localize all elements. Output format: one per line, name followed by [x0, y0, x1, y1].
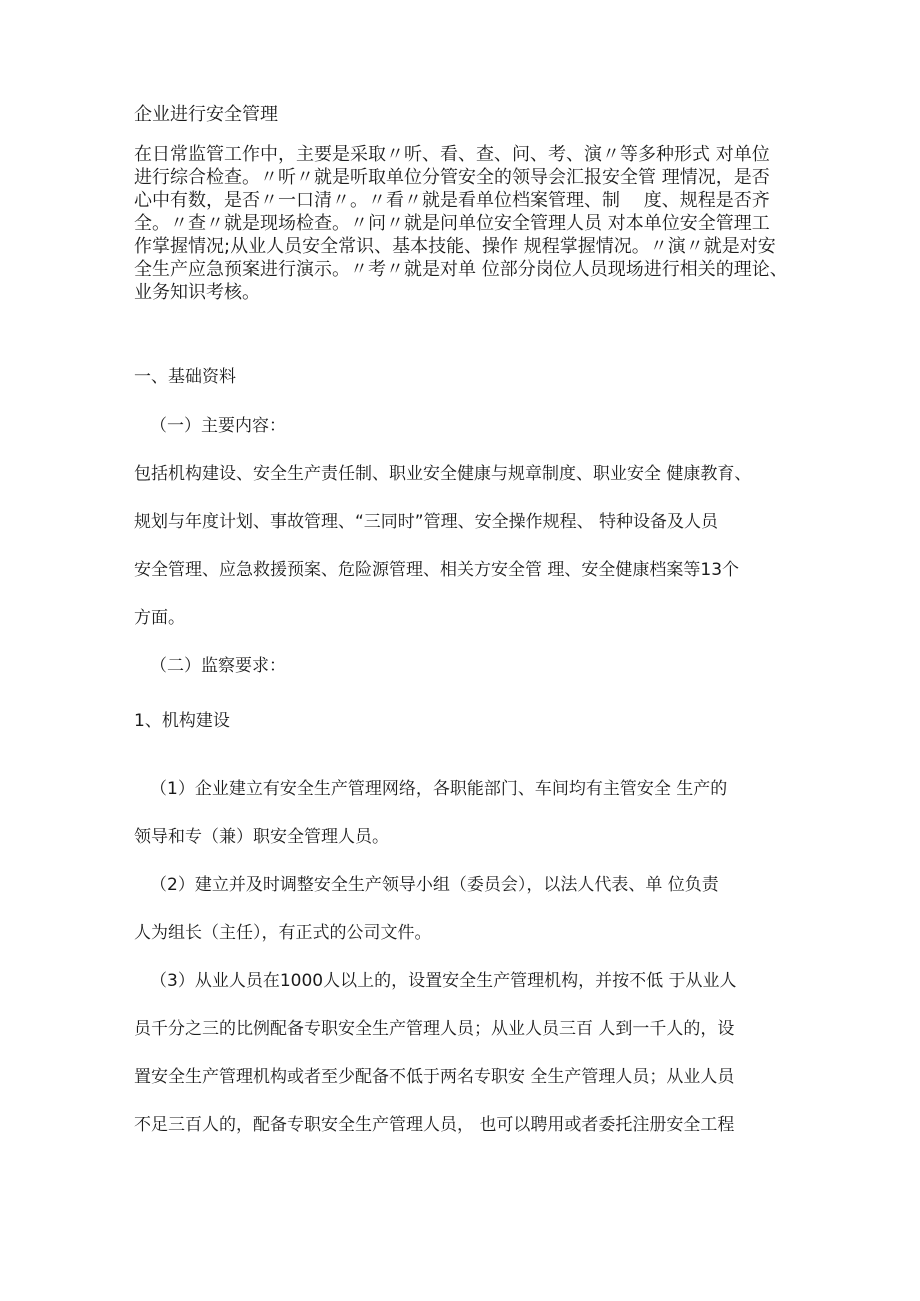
- content-line: 包括机构建设、安全生产责任制、职业安全健康与规章制度、职业安全 健康教育、: [134, 464, 752, 484]
- subsection-heading: （一）主要内容：: [150, 416, 286, 436]
- document-title: 企业进行安全管理: [134, 104, 278, 125]
- intro-line: 心中有数，是否〃一口清〃。〃看〃就是看单位档案管理、制 度、规程是否齐: [134, 190, 770, 211]
- intro-line: 全。〃查〃就是现场检查。〃问〃就是问单位安全管理人员 对本单位安全管理工: [134, 213, 770, 234]
- content-line: 规划与年度计划、事故管理、“三同时”管理、安全操作规程、 特种设备及人员: [134, 512, 719, 532]
- item-text-line: 领导和专（兼）职安全管理人员。: [134, 827, 389, 847]
- item-text-line: 员千分之三的比例配备专职安全生产管理人员；从业人员三百 人到一千人的，设: [134, 1019, 735, 1039]
- content-line: 安全管理、应急救援预案、危险源管理、相关方安全管 理、安全健康档案等13个: [134, 560, 740, 580]
- item-text-line: （1）企业建立有安全生产管理网络，各职能部门、车间均有主管安全 生产的: [150, 779, 728, 799]
- intro-line: 业务知识考核。: [134, 282, 260, 303]
- intro-line: 全生产应急预案进行演示。〃考〃就是对单 位部分岗位人员现场进行相关的理论、: [134, 259, 788, 280]
- item-text-line: 人为组长（主任），有正式的公司文件。: [134, 923, 432, 943]
- item-text-line: （2）建立并及时调整安全生产领导小组（委员会），以法人代表、单 位负责: [150, 875, 719, 895]
- subsection-heading: （二）监察要求：: [150, 656, 286, 676]
- item-text-line: 置安全生产管理机构或者至少配备不低于两名专职安 全生产管理人员；从业人员: [134, 1067, 735, 1087]
- item-text-line: 不足三百人的，配备专职安全生产管理人员， 也可以聘用或者委托注册安全工程: [134, 1115, 735, 1135]
- intro-line: 作掌握情况;从业人员安全常识、基本技能、操作 规程掌握情况。〃演〃就是对安: [134, 236, 776, 257]
- item-text-line: （3）从业人员在1000人以上的，设置安全生产管理机构，并按不低 于从业人: [150, 971, 737, 991]
- intro-line: 在日常监管工作中，主要是采取〃听、看、查、问、考、演〃等多种形式 对单位: [134, 144, 770, 165]
- item-heading: 1、机构建设: [134, 711, 230, 731]
- intro-line: 进行综合检查。〃听〃就是听取单位分管安全的领导会汇报安全管 理情况，是否: [134, 167, 770, 188]
- section-heading: 一、基础资料: [134, 367, 236, 387]
- content-line: 方面。: [134, 608, 185, 628]
